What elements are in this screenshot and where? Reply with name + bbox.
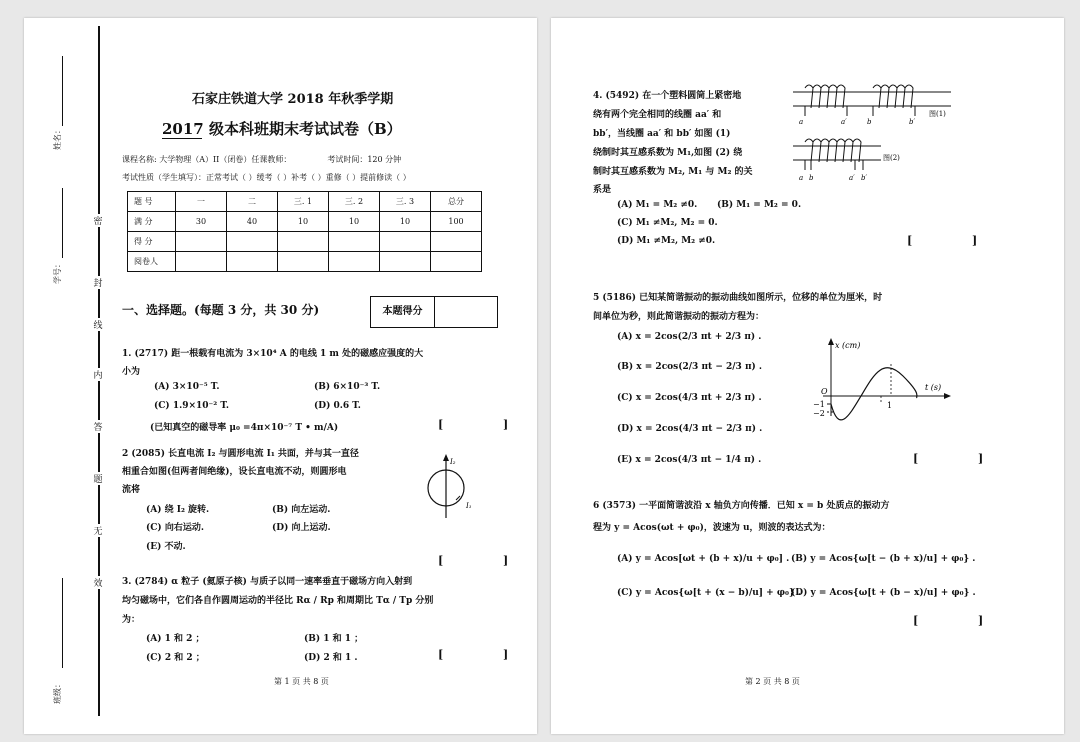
- course-info: 课程名称: 大学物理（A）II（闭卷）任课教师： 考试时间：120 分钟: [122, 155, 402, 164]
- name-line: [62, 56, 63, 126]
- q3-option-a[interactable]: (A) 1 和 2 ；: [146, 634, 205, 644]
- q4-option-d[interactable]: (D) M₁ ≠M₂, M₂ ≠0.: [617, 236, 716, 246]
- page-number: 第 2 页 共 8 页: [745, 677, 800, 686]
- fig2-label: b′: [861, 174, 868, 182]
- class-label: 班级：: [53, 680, 62, 704]
- table-cell: [227, 232, 278, 252]
- fig2-label: a: [799, 174, 804, 182]
- q1-note: (已知真空的磁导率 μ₀ =4π×10⁻⁷ T • m/A): [150, 423, 339, 433]
- q4-option-c[interactable]: (C) M₁ ≠M₂, M₂ = 0.: [617, 218, 718, 228]
- q4-coil-figure: [791, 76, 961, 186]
- q2-option-a[interactable]: (A) 绕 I₂ 旋转.: [146, 505, 210, 515]
- q2-option-d[interactable]: (D) 向上运动.: [272, 523, 331, 533]
- q4-stem-cont: 绕制时其互感系数为 M₁,如图 (2) 绕: [593, 148, 743, 158]
- fig1-label: b: [867, 118, 872, 126]
- year-underline: [162, 138, 202, 139]
- q1-stem-cont: 小为: [122, 367, 141, 377]
- table-cell: 三. 3: [380, 192, 431, 212]
- table-cell: 总分: [431, 192, 482, 212]
- score-table: [127, 191, 482, 272]
- table-cell: 30: [176, 212, 227, 232]
- table-cell: 10: [329, 212, 380, 232]
- section-score-box[interactable]: [370, 296, 498, 328]
- q5-option-e[interactable]: (E) x = 2cos(4/3 πt − 1/4 π) .: [617, 455, 762, 465]
- q6-stem: 6 (3573) 一平面简谐波沿 x 轴负方向传播．已知 x = b 处质点的振动方: [593, 501, 890, 511]
- q6-option-c[interactable]: (C) y = Acos{ω[t + (x − b)/u] + φ₀} .: [617, 588, 801, 598]
- q4-stem: 4. (5492) 在一个塑料圆筒上紧密地: [593, 91, 742, 101]
- q2-stem-cont: 相重合如图(但两者间绝缘)，设长直电流不动，则圆形电: [122, 467, 347, 477]
- q2-circuit-figure: [422, 448, 478, 520]
- q6-option-d[interactable]: (D) y = Acos{ω[t + (b − x)/u] + φ₀} .: [791, 588, 976, 598]
- table-row: [128, 192, 482, 212]
- q1-stem: 1. (2717) 距一根载有电流为 3×10⁴ A 的电线 1 m 处的磁感应强度的大: [122, 349, 424, 359]
- graph-tick-y2: −2: [813, 409, 825, 418]
- fig1-label: b′: [909, 118, 916, 126]
- q1-answer-bracket[interactable]: [ ]: [438, 418, 537, 431]
- fig1-label: a: [799, 118, 804, 126]
- table-cell: [380, 252, 431, 272]
- margin-char: 无: [92, 524, 104, 537]
- q2-stem: 2 (2085) 长直电流 I₂ 与圆形电流 I₁ 共面，并与其一直径: [122, 449, 359, 459]
- q5-answer-bracket[interactable]: [ ]: [913, 452, 1012, 465]
- fig2-label: b: [809, 174, 814, 182]
- q1-option-b[interactable]: (B) 6×10⁻³ T.: [314, 382, 381, 392]
- q5-option-c[interactable]: (C) x = 2cos(4/3 πt + 2/3 π) .: [617, 393, 762, 403]
- q3-stem-cont: 均匀磁场中，它们各自作圆周运动的半径比 Rα / Rp 和周期比 Tα / Tp 分别: [122, 596, 434, 606]
- fig2-caption: 图(2): [883, 154, 900, 162]
- table-cell: [227, 252, 278, 272]
- name-label: 姓名：: [53, 126, 62, 150]
- class-line: [62, 578, 63, 668]
- margin-char: 密: [92, 214, 104, 227]
- q6-option-b[interactable]: (B) y = Acos{ω[t − (b + x)/u] + φ₀} .: [791, 554, 976, 564]
- table-cell: 三. 2: [329, 192, 380, 212]
- margin-char: 答: [92, 420, 104, 433]
- table-cell: [431, 232, 482, 252]
- q4-stem-cont: 系是: [593, 185, 612, 195]
- q3-option-c[interactable]: (C) 2 和 2 ；: [146, 653, 205, 663]
- margin-char: 题: [92, 472, 104, 485]
- exam-type-info: 考试性质（学生填写）：正常考试（ ）缓考（ ）补考（ ）重修（ ）提前修读（ ）: [122, 173, 411, 182]
- score-box-label: 本题得分: [371, 297, 435, 327]
- table-cell: 阅卷人: [128, 252, 176, 272]
- q5-option-b[interactable]: (B) x = 2cos(2/3 πt − 2/3 π) .: [617, 362, 763, 372]
- table-cell: [431, 252, 482, 272]
- graph-ylabel: x (cm): [835, 341, 861, 350]
- table-cell: [329, 252, 380, 272]
- q4-answer-bracket[interactable]: [ ]: [907, 234, 1006, 247]
- q2-fig-label-i2: I₂: [450, 458, 456, 466]
- table-cell: [380, 232, 431, 252]
- table-cell: 10: [380, 212, 431, 232]
- graph-xlabel: t (s): [925, 383, 942, 392]
- fig2-label: a′: [849, 174, 855, 182]
- q6-answer-bracket[interactable]: [ ]: [913, 614, 1012, 627]
- table-cell: 题 号: [128, 192, 176, 212]
- student-id-line: [62, 188, 63, 258]
- margin-char: 内: [92, 368, 104, 381]
- q2-option-b[interactable]: (B) 向左运动.: [272, 505, 331, 515]
- table-cell: 40: [227, 212, 278, 232]
- q4-stem-cont: 制时其互感系数为 M₂, M₁ 与 M₂ 的关: [593, 167, 753, 177]
- table-cell: [278, 252, 329, 272]
- graph-tick-y1: −1: [813, 400, 825, 409]
- table-cell: [278, 232, 329, 252]
- exam-title-school: 石家庄铁道大学 2018 年秋季学期: [192, 92, 394, 107]
- margin-char: 效: [92, 576, 104, 589]
- section-heading: 一、选择题。(每题 3 分，共 30 分): [122, 303, 320, 317]
- exam-title-main: 2017 级本科班期末考试试卷（B）: [162, 120, 402, 138]
- q2-stem-cont: 流将: [122, 485, 141, 495]
- q5-stem: 5 (5186) 已知某简谐振动的振动曲线如图所示，位移的单位为厘米，时: [593, 293, 883, 303]
- q4-option-b[interactable]: (B) M₁ = M₂ = 0.: [717, 200, 802, 210]
- table-cell: 二: [227, 192, 278, 212]
- table-cell: 一: [176, 192, 227, 212]
- table-cell: 100: [431, 212, 482, 232]
- q4-stem-cont: 绕有两个完全相同的线圈 aa′ 和: [593, 110, 722, 120]
- page-number: 第 1 页 共 8 页: [274, 677, 329, 686]
- table-cell: [176, 252, 227, 272]
- graph-tick-x1: 1: [887, 401, 893, 410]
- table-row: [128, 232, 482, 252]
- exam-page-2: [551, 18, 1064, 734]
- table-cell: 满 分: [128, 212, 176, 232]
- q3-answer-bracket[interactable]: [ ]: [438, 648, 537, 661]
- student-id-label: 学号：: [53, 260, 62, 284]
- margin-char: 线: [92, 318, 104, 331]
- q5-option-d[interactable]: (D) x = 2cos(4/3 πt − 2/3 π) .: [617, 424, 763, 434]
- table-cell: 得 分: [128, 232, 176, 252]
- q3-option-d[interactable]: (D) 2 和 1 .: [304, 653, 358, 663]
- q3-stem-cont: 为：: [122, 615, 141, 625]
- table-cell: 10: [278, 212, 329, 232]
- q2-option-c[interactable]: (C) 向右运动.: [146, 523, 204, 533]
- q1-option-c[interactable]: (C) 1.9×10⁻² T.: [154, 401, 230, 411]
- margin-char: 封: [92, 276, 104, 289]
- q1-option-a[interactable]: (A) 3×10⁻⁵ T.: [154, 382, 220, 392]
- q2-answer-bracket[interactable]: [ ]: [438, 554, 537, 567]
- q6-option-a[interactable]: (A) y = Acos[ωt + (b + x)/u + φ₀] .: [617, 554, 790, 564]
- q1-option-d[interactable]: (D) 0.6 T.: [314, 401, 361, 411]
- q4-option-a[interactable]: (A) M₁ = M₂ ≠0.: [617, 200, 698, 210]
- table-cell: [176, 232, 227, 252]
- q6-stem-cont: 程为 y = Acos(ωt + φ₀)，波速为 u，则波的表达式为：: [593, 523, 831, 533]
- q4-stem-cont: bb′，当线圈 aa′ 和 bb′ 如图 (1): [593, 129, 731, 139]
- fig1-label: a′: [841, 118, 847, 126]
- q5-stem-cont: 间单位为秒，则此简谐振动的振动方程为：: [593, 312, 765, 322]
- q5-oscillation-graph: [805, 334, 955, 424]
- q2-option-e[interactable]: (E) 不动.: [146, 542, 186, 552]
- table-row: [128, 252, 482, 272]
- exam-page-1: [24, 18, 537, 734]
- graph-origin: O: [821, 387, 828, 396]
- fig1-caption: 图(1): [929, 110, 946, 118]
- table-cell: 三. 1: [278, 192, 329, 212]
- q5-option-a[interactable]: (A) x = 2cos(2/3 πt + 2/3 π) .: [617, 332, 762, 342]
- q3-stem: 3. (2784) α 粒子 (氦原子核) 与质子以同一速率垂直于磁场方向入射到: [122, 577, 413, 587]
- q3-option-b[interactable]: (B) 1 和 1 ；: [304, 634, 364, 644]
- table-cell: [329, 232, 380, 252]
- q2-fig-label-i1: I₁: [466, 502, 472, 510]
- table-row: [128, 212, 482, 232]
